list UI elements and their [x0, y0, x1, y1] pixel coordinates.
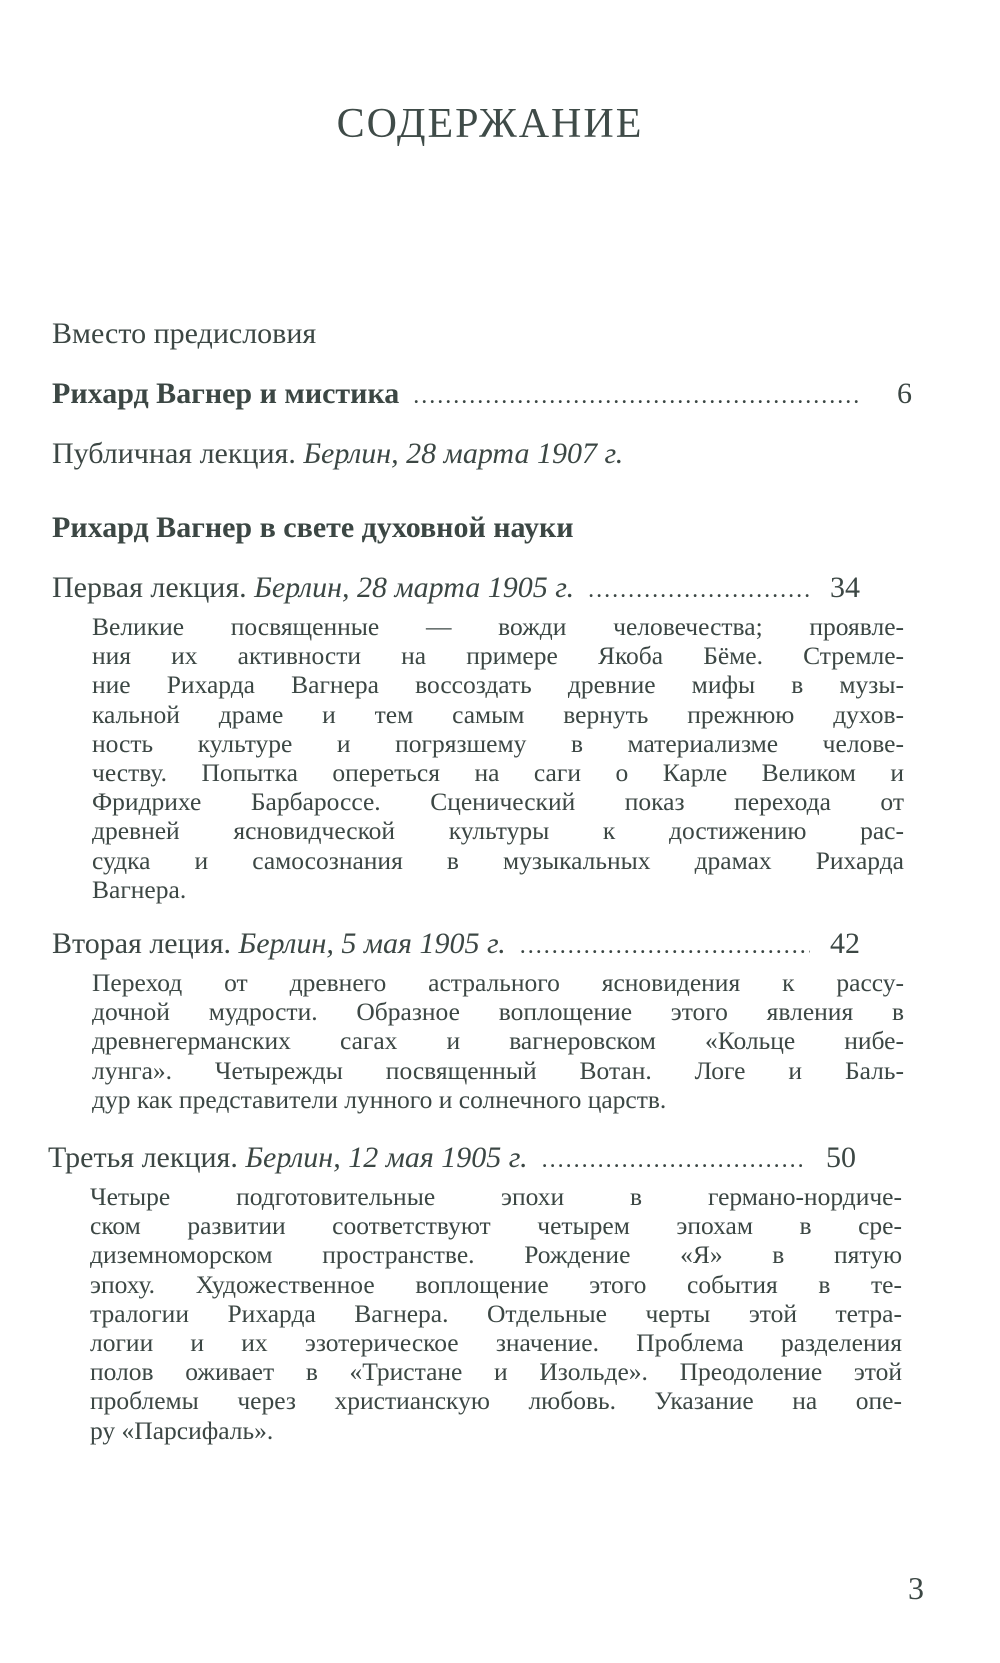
- toc-entry-subtitle: [52, 436, 912, 472]
- lecture-2-summary: [92, 968, 904, 1114]
- lecture-title: Вторая леция.: [52, 927, 232, 960]
- lecture-1-summary: [92, 612, 904, 904]
- summary-line: тралогии Рихарда Вагнера. Отдельные черты этой тетра-: [90, 1298, 902, 1328]
- toc-page-number: 6: [897, 377, 912, 410]
- summary-line: кальной драме и тем самым вернуть прежнюю духов-: [92, 699, 904, 729]
- toc-entry-title: Рихард Вагнер и мистика: [52, 377, 400, 410]
- toc-entry-wagner-mysticism: [52, 376, 912, 414]
- lecture-label: [52, 926, 506, 962]
- summary-line: честву. Попытка опереться на саги о Карле Великом и: [92, 757, 904, 787]
- subtitle-place-date: Берлин, 28 марта 1907 г.: [303, 437, 624, 470]
- lecture-title: Третья лекция.: [48, 1141, 238, 1174]
- toc-page-number: 42: [830, 927, 860, 960]
- leader-dots: [588, 572, 810, 608]
- leader-dots: [542, 1142, 806, 1178]
- lecture-label: [48, 1140, 528, 1176]
- page-number: 3: [908, 1570, 924, 1606]
- summary-line: Вагнера.: [92, 874, 187, 904]
- summary-line: ском развитии соответствуют четырем эпохам в сре-: [90, 1211, 902, 1241]
- summary-line: эпоху. Художественное воплощение этого события в те-: [90, 1269, 902, 1299]
- summary-line: ру «Парсифаль».: [90, 1415, 274, 1445]
- summary-line: Великие посвященные — вожди человечества; проявле-: [92, 612, 904, 641]
- summary-line: лунга». Четырежды посвященный Вотан. Логе и Баль-: [92, 1055, 904, 1085]
- toc-page-number: 50: [826, 1141, 856, 1174]
- summary-line: ние Рихарда Вагнера воссоздать древние мифы в музы-: [92, 670, 904, 700]
- toc-page-number: 34: [830, 571, 860, 604]
- toc-entry-lecture-1: [52, 570, 860, 608]
- summary-line: полов оживает в «Тристане и Изольде». Преодоление этой: [90, 1357, 902, 1387]
- lecture-place-date: Берлин, 28 марта 1905 г.: [254, 571, 575, 604]
- lecture-label: [52, 570, 574, 606]
- subtitle-label: Публичная лекция.: [52, 437, 296, 470]
- toc-entry-lecture-2: [52, 926, 860, 964]
- lecture-place-date: Берлин, 12 мая 1905 г.: [245, 1141, 528, 1174]
- summary-line: древней ясновидческой культуры к достижению рас-: [92, 816, 904, 846]
- lecture-place-date: Берлин, 5 мая 1905 г.: [238, 927, 506, 960]
- summary-line: судка и самосознания в музыкальных драмах Рихарда: [92, 845, 904, 875]
- summary-line: Фридрихе Барбароссе. Сценический показ перехода от: [92, 787, 904, 817]
- summary-line: ния их активности на примере Якоба Бёме. Стремле-: [92, 641, 904, 671]
- summary-line: логии и их эзотерическое значение. Проблема разделения: [90, 1327, 902, 1357]
- summary-line: дочной мудрости. Образное воплощение этого явления в: [92, 997, 904, 1027]
- toc-foreword: Вместо предисловия: [52, 317, 317, 350]
- summary-line: проблемы через христианскую любовь. Указание на опе-: [90, 1386, 902, 1416]
- summary-line: Четыре подготовительные эпохи в германо-нордиче-: [90, 1182, 902, 1211]
- summary-line: древнегерманских сагах и вагнеровском «Кольце нибе-: [92, 1026, 904, 1056]
- toc-section-heading: Рихард Вагнер в свете духовной науки: [52, 511, 574, 544]
- summary-line: дур как представители лунного и солнечного царств.: [92, 1084, 667, 1114]
- lecture-title: Первая лекция.: [52, 571, 247, 604]
- summary-line: Переход от древнего астрального ясновидения к рассу-: [92, 968, 904, 997]
- summary-line: ность культуре и погрязшему в материализме челове-: [92, 728, 904, 758]
- leader-dots: [413, 378, 862, 414]
- summary-line: диземноморском пространстве. Рождение «Я» в пятую: [90, 1240, 902, 1270]
- toc-entry-lecture-3: [48, 1140, 856, 1178]
- leader-dots: [520, 928, 810, 964]
- lecture-3-summary: [90, 1182, 902, 1445]
- page-title: СОДЕРЖАНИЕ: [336, 101, 644, 147]
